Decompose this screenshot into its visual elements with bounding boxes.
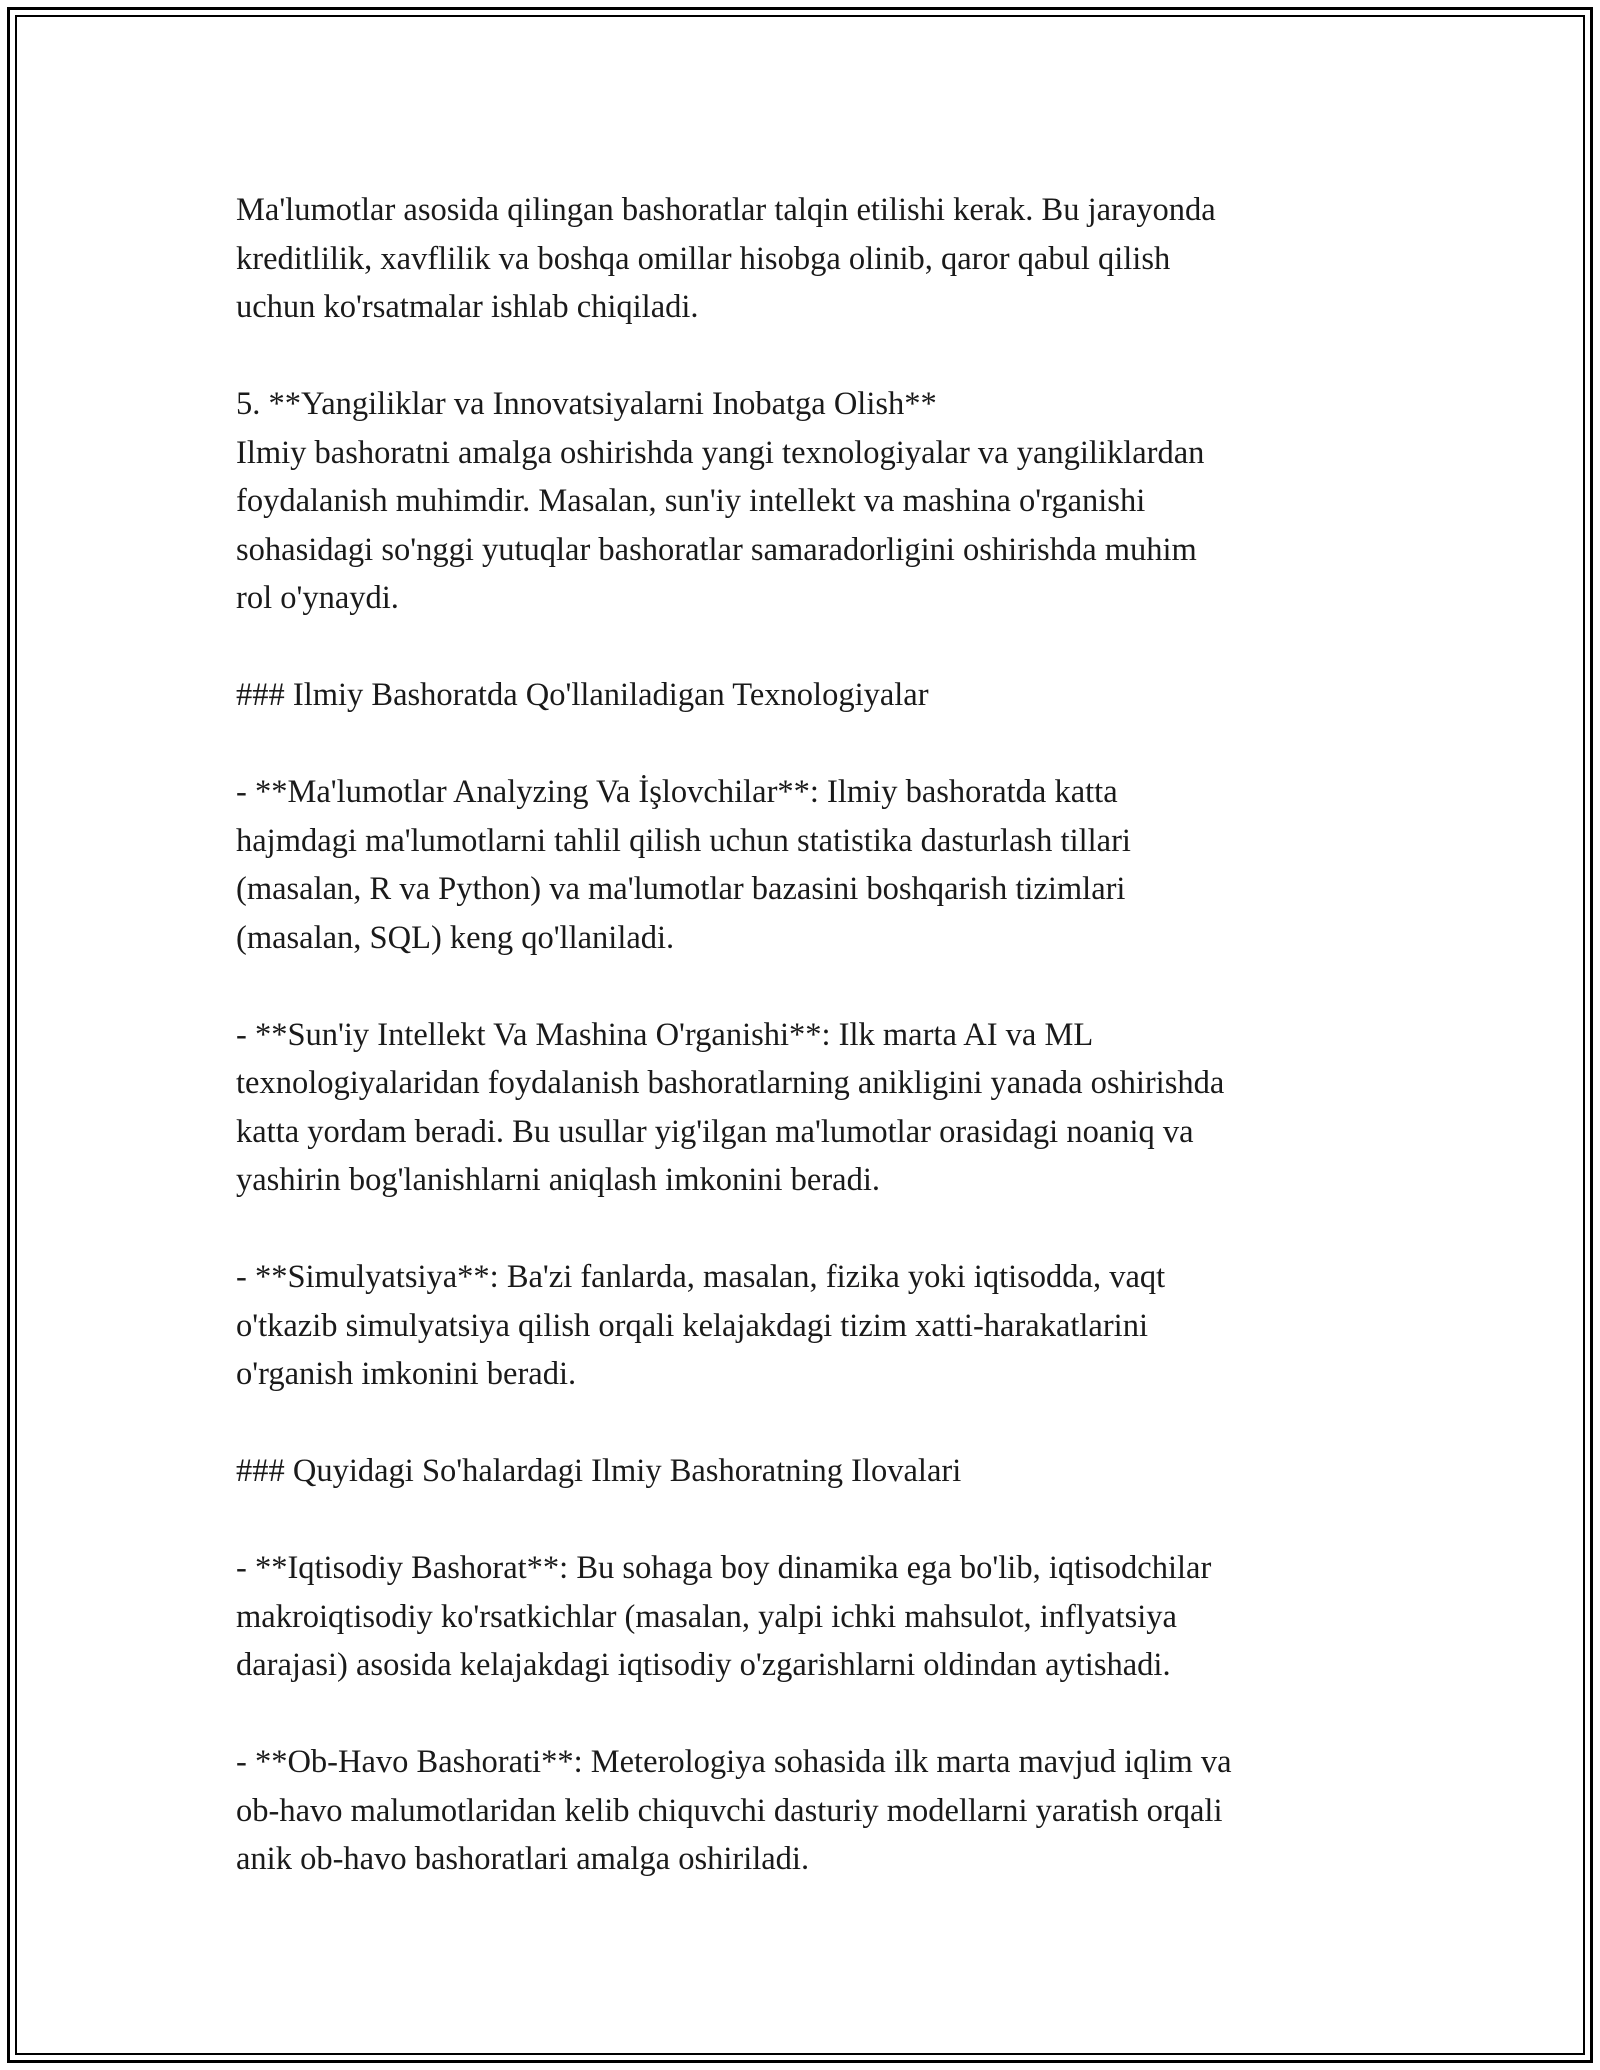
list-item-ai-ml: - **Sun'iy Intellekt Va Mashina O'rganishi**: Ilk marta AI va ML texnologiyalaridan foydalanish bashoratlarning anikligini yanada oshirishda katta yordam beradi. Bu usullar yig'ilgan ma'lumotlar orasidagi noaniq va yashirin bog'lanishlarni aniqlash imkonini beradi. — [236, 1016, 1225, 1198]
heading-technologies: ### Ilmiy Bashoratda Qo'llaniladigan Texnologiyalar — [236, 677, 929, 713]
paragraph-innovations: 5. **Yangiliklar va Innovatsiyalarni Inobatga Olish** Ilmiy bashoratni amalga oshirishda yangi texnologiyalar va yangiliklardan foydalanish muhimdir. Masalan, sun'iy intellekt va mashina o'rganishi sohasidagi so'nggi yutuqlar bashoratlar samaradorligini oshirishda muhim rol o'ynaydi. — [236, 386, 1205, 616]
paragraph-interpretation: Ma'lumotlar asosida qilingan bashoratlar talqin etilishi kerak. Bu jarayonda kreditlilik, xavflilik va boshqa omillar hisobga olinib, qaror qabul qilish uchun ko'rsatmalar ishlab chiqiladi. — [236, 192, 1216, 325]
heading-applications: ### Quyidagi So'halardagi Ilmiy Bashoratning Ilovalari — [236, 1453, 962, 1489]
list-item-data-analysis: - **Ma'lumotlar Analyzing Va İşlovchilar**: Ilmiy bashoratda katta hajmdagi ma'lumotlarni tahlil qilish uchun statistika dasturlash tillari (masalan, R va Python) va ma'lumotlar bazasini boshqarish tizimlari (masalan, SQL) keng qo'llaniladi. — [236, 774, 1131, 956]
list-item-economic-forecast: - **Iqtisodiy Bashorat**: Bu sohaga boy dinamika ega bo'lib, iqtisodchilar makroiqtisodiy ko'rsatkichlar (masalan, yalpi ichki mahsulot, inflyatsiya darajasi) asosida kelajakdagi iqtisodiy o'zgarishlarni oldindan aytishadi. — [236, 1550, 1212, 1683]
list-item-weather-forecast: - **Ob-Havo Bashorati**: Meterologiya sohasida ilk marta mavjud iqlim va ob-havo malumotlaridan kelib chiquvchi dasturiy modellarni yaratish orqali anik ob-havo bashoratlari amalga oshiriladi. — [236, 1744, 1232, 1877]
list-item-simulation: - **Simulyatsiya**: Ba'zi fanlarda, masalan, fizika yoki iqtisodda, vaqt o'tkazib simulyatsiya qilish orqali kelajakdagi tizim xatti-harakatlarini o'rganish imkonini beradi. — [236, 1259, 1166, 1392]
document-body — [236, 186, 1386, 1884]
